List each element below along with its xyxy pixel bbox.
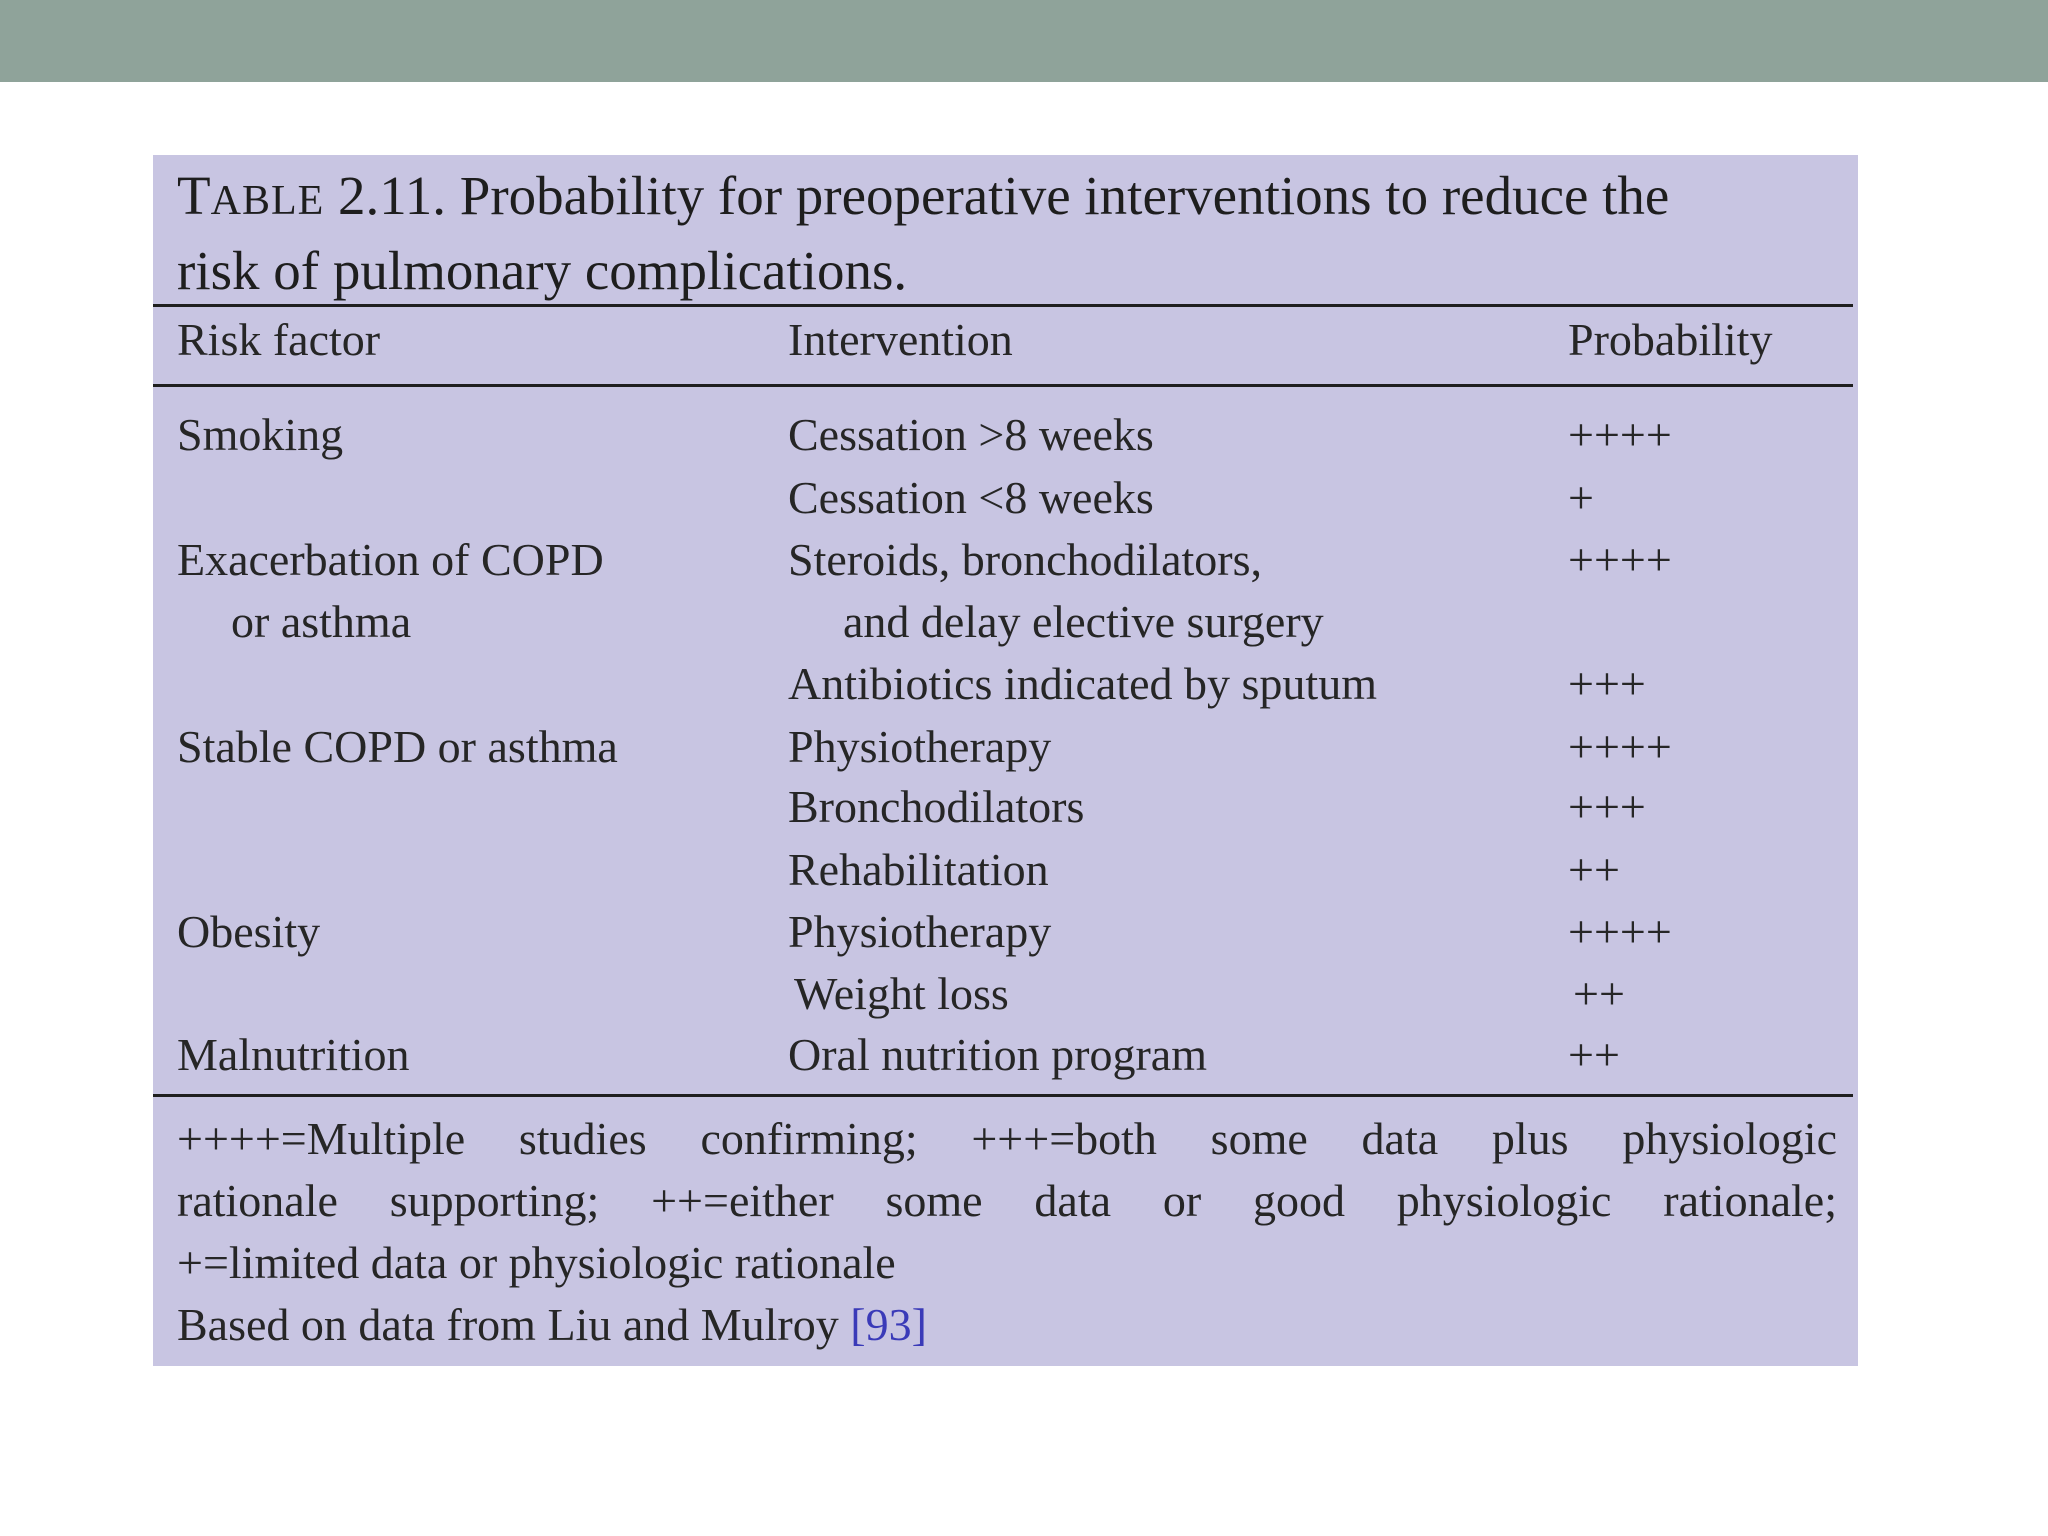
source-line [177, 1294, 1837, 1356]
table-row-probability: ++ [1568, 844, 1620, 895]
table-row-probability: ++++ [1568, 906, 1672, 957]
header-bar [0, 0, 2048, 82]
caption-prefix-rest: ABLE [210, 178, 325, 224]
column-header-probability: Probability [1568, 314, 1773, 365]
table-row-intervention: Antibiotics indicated by sputum [788, 658, 1377, 709]
column-header-intervention: Intervention [788, 314, 1013, 365]
table-row-intervention: Weight loss [794, 968, 1009, 1019]
table-row-risk: Malnutrition [177, 1029, 410, 1080]
table-row-risk-continued: or asthma [231, 596, 412, 647]
reference-link[interactable]: [93] [850, 1299, 927, 1350]
table-row-risk: Smoking [177, 409, 344, 460]
source-text: Based on data from Liu and Mulroy [177, 1299, 851, 1350]
table-footnotes [177, 1108, 1837, 1356]
bottom-rule [153, 1094, 1853, 1097]
header-rule [153, 384, 1853, 387]
table-row-intervention: Physiotherapy [788, 906, 1052, 957]
table-row-probability: ++ [1568, 1029, 1620, 1080]
table-row-intervention: Rehabilitation [788, 844, 1049, 895]
table-row-probability: +++ [1568, 781, 1646, 832]
table-row-probability: ++++ [1568, 534, 1672, 585]
caption-prefix-initial: T [177, 165, 211, 226]
caption-number: 2.11. [324, 165, 446, 226]
caption-line2: risk of pulmonary complications. [177, 240, 908, 301]
table-panel [153, 155, 1858, 1366]
table-row-risk: Exacerbation of COPD [177, 534, 604, 585]
table-row-probability: ++++ [1568, 409, 1672, 460]
table-row-risk: Stable COPD or asthma [177, 721, 618, 772]
table-row-intervention: Physiotherapy [788, 721, 1052, 772]
table-row-risk: Obesity [177, 906, 321, 957]
table-row-intervention: Cessation <8 weeks [788, 472, 1154, 523]
table-row-intervention-continued: and delay elective surgery [843, 596, 1324, 647]
table-row-probability: +++ [1568, 658, 1646, 709]
caption-line1: Probability for preoperative interventions to reduce the [445, 165, 1670, 226]
table-row-intervention: Cessation >8 weeks [788, 409, 1154, 460]
footnote-line2: rationale supporting; ++=either some data or good physiologic rationale; [177, 1175, 1837, 1226]
table-row-intervention: Steroids, bronchodilators, [788, 534, 1262, 585]
top-rule [153, 304, 1853, 307]
table-row-intervention: Bronchodilators [788, 781, 1085, 832]
footnote-line1: ++++=Multiple studies confirming; +++=both some data plus physiologic [177, 1113, 1837, 1164]
table-row-intervention: Oral nutrition program [788, 1029, 1208, 1080]
table-row-probability: + [1568, 472, 1594, 523]
footnote-line3: +=limited data or physiologic rationale [177, 1237, 896, 1288]
table-row-probability: ++ [1573, 968, 1625, 1019]
table-caption [177, 161, 1837, 306]
column-header-risk-factor: Risk factor [177, 314, 381, 365]
table-row-probability: ++++ [1568, 721, 1672, 772]
